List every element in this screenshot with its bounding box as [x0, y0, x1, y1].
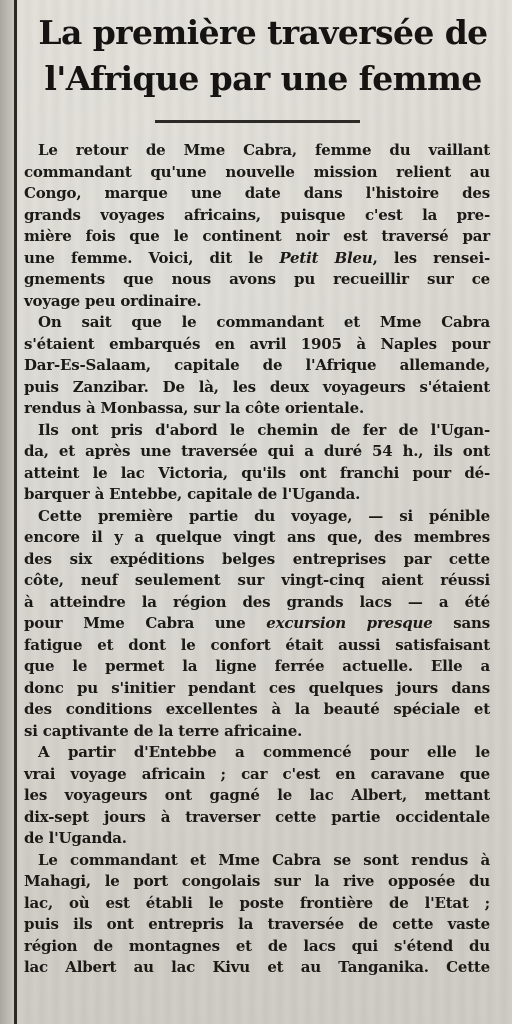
- text-line: Le retour de Mme Cabra, femme du vaillant: [38, 141, 490, 159]
- text-line: s'étaient embarqués en avril 1905 à Naples pour: [24, 334, 490, 353]
- text-line: commandant qu'une nouvelle mission relient au: [24, 162, 490, 181]
- text-line: grands voyages africains, puisque c'est la pre-: [24, 205, 490, 224]
- text-line: da, et après une traversée qui a duré 54 h., ils ont: [24, 442, 490, 460]
- text-line: voyage peu ordinaire.: [24, 291, 202, 310]
- text-line: mière fois que le continent noir est traversé par: [24, 227, 490, 245]
- text-line: côte, neuf seulement sur vingt-cinq aient réussi: [24, 571, 490, 589]
- article-body: [24, 140, 490, 979]
- page-edge: [0, 0, 14, 1024]
- text-line: barquer à Entebbe, capitale de l'Uganda.: [24, 485, 361, 503]
- text-line: rendus à Monbassa, sur la côte orientale.: [24, 399, 365, 417]
- column-rule: [14, 0, 17, 1024]
- text-line: de l'Uganda.: [24, 829, 127, 847]
- headline-line: La première traversée de: [38, 13, 488, 52]
- text-line: si captivante de la terre africaine.: [24, 721, 303, 740]
- text-line: des conditions excellentes à la beauté spéciale et: [24, 700, 490, 718]
- text-line: dix-sept jours à traverser cette partie occidentale: [24, 807, 490, 826]
- text-line: puis ils ont entrepris la traversée de cette vaste: [24, 915, 490, 933]
- text-line: A partir d'Entebbe a commencé pour elle le: [38, 743, 490, 761]
- text-line: atteint le lac Victoria, qu'ils ont franchi pour dé-: [24, 463, 490, 482]
- text-line: Mahagi, le port congolais sur la rive opposée du: [24, 872, 490, 890]
- text-line: vrai voyage africain ; car c'est en caravane que: [24, 764, 490, 783]
- text-line: une femme. Voici, dit le Petit Bleu, les rensei-: [24, 248, 490, 267]
- text-line: Dar-Es-Salaam, capitale de l'Afrique allemande,: [24, 356, 490, 374]
- text-line: On sait que le commandant et Mme Cabra: [38, 313, 490, 331]
- text-line: lac Albert au lac Kivu et au Tanganika. Cette: [24, 958, 490, 976]
- text-line: région de montagnes et de lacs qui s'étend du: [24, 936, 490, 955]
- text-line: fatigue et dont le confort était aussi satisfaisant: [24, 635, 490, 654]
- text-line: des six expéditions belges entreprises par cette: [24, 549, 490, 568]
- text-line: Ils ont pris d'abord le chemin de fer de l'Ugan-: [38, 420, 490, 439]
- text-line: pour Mme Cabra une excursion presque sans: [24, 614, 490, 632]
- text-line: Cette première partie du voyage, — si pénible: [38, 506, 490, 525]
- article-headline: [18, 10, 508, 102]
- text-line: encore il y a quelque vingt ans que, des membres: [24, 528, 490, 546]
- text-line: gnements que nous avons pu recueillir sur ce: [24, 270, 490, 288]
- headline-line: l'Afrique par une femme: [44, 59, 482, 98]
- text-line: à atteindre la région des grands lacs — a été: [24, 592, 490, 611]
- text-line: que le permet la ligne ferrée actuelle. Elle a: [24, 657, 490, 675]
- text-line: puis Zanzibar. De là, les deux voyageurs s'étaient: [24, 377, 490, 396]
- text-line: les voyageurs ont gagné le lac Albert, mettant: [24, 786, 490, 804]
- text-line: Le commandant et Mme Cabra se sont rendus à: [38, 850, 490, 869]
- text-line: lac, où est établi le poste frontière de l'Etat ;: [24, 893, 490, 912]
- text-line: Congo, marque une date dans l'histoire des: [24, 184, 490, 202]
- headline-divider: [155, 120, 360, 123]
- text-line: donc pu s'initier pendant ces quelques jours dans: [24, 678, 490, 697]
